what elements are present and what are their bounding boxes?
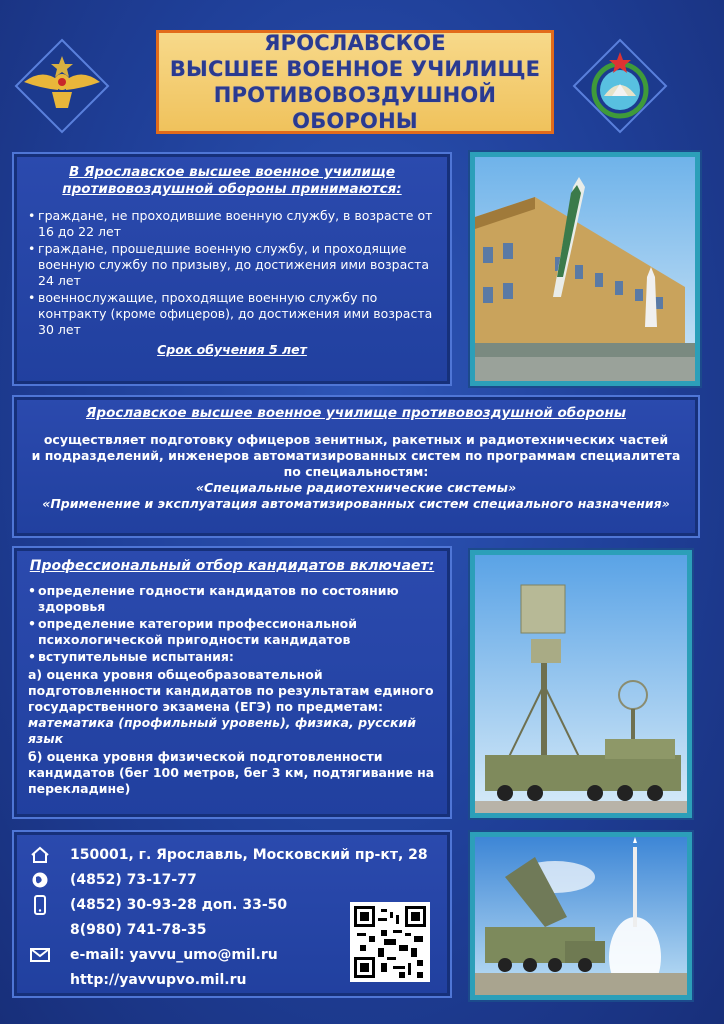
qr-code[interactable] (350, 902, 430, 982)
address-row (28, 842, 442, 867)
exam-text: а) оценка уровня общеобразовательной подготовленности кандидатов по результатам единого государственного экзамена (ЕГЭ) по предметам: (28, 667, 434, 714)
selection-item: • определение категории профессиональной психологической пригодности кандидатов (28, 616, 442, 648)
admission-heading-2: противовоздушной обороны принимаются: (62, 181, 402, 197)
admission-panel (12, 152, 452, 386)
mobile-phone-icon (28, 895, 52, 915)
email-link[interactable]: e-mail: yavvu_umo@mil.ru (70, 946, 278, 963)
school-wreath-emblem (572, 38, 668, 134)
selection-item: • определение годности кандидатов по состоянию здоровья (28, 583, 442, 615)
selection-item: • вступительные испытания: (28, 649, 442, 665)
phone-1[interactable]: (4852) 73-17-77 (70, 871, 197, 888)
admission-item: • граждане, не проходившие военную службу, в возрасте от 16 до 22 лет (28, 208, 442, 240)
about-line-3: по специальностям: (283, 464, 429, 479)
school-building-photo (470, 152, 700, 386)
phone-2[interactable]: (4852) 30-93-28 доп. 33-50 (70, 896, 288, 913)
envelope-icon (28, 945, 52, 965)
study-term: Срок обучения 5 лет (157, 342, 307, 357)
air-force-eagle-emblem (14, 38, 110, 134)
title-line-3: ПРОТИВОВОЗДУШНОЙ ОБОРОНЫ (213, 83, 497, 133)
phone-3[interactable]: 8(980) 741-78-35 (70, 921, 207, 938)
title-line-2: ВЫСШЕЕ ВОЕННОЕ УЧИЛИЩЕ (169, 57, 541, 81)
specialty-1: «Специальные радиотехнические системы» (195, 480, 517, 495)
about-line-2: и подразделений, инженеров автоматизированных систем по программам специалитета (31, 448, 681, 463)
admission-item: • граждане, прошедшие военную службу, и проходящие военную службу по призыву, до достижения ими возраста 24 лет (28, 241, 442, 289)
exam-subjects: математика (профильный уровень), физика, русский язык (28, 715, 417, 746)
about-panel (12, 395, 700, 538)
selection-heading: Профессиональный отбор кандидатов включает: (29, 558, 435, 574)
about-heading: Ярославское высшее военное училище противовоздушной обороны (86, 405, 626, 421)
phone-row-1 (28, 867, 442, 892)
physical-test-text: б) оценка уровня физической подготовленности кандидатов (бег 100 метров, бег 3 км, подтягивание на перекладине) (28, 749, 435, 796)
admission-heading-1: В Ярославское высшее военное училище (69, 164, 395, 180)
home-icon (28, 845, 52, 865)
title-line-1: ЯРОСЛАВСКОЕ (264, 31, 446, 55)
missile-launch-photo (470, 832, 692, 1000)
radar-vehicle-photo (470, 550, 692, 818)
website-link[interactable]: http://yavvupvo.mil.ru (70, 971, 247, 988)
about-line-1: осуществляет подготовку офицеров зенитных, ракетных и радиотехнических частей (43, 432, 669, 447)
title-banner (156, 30, 554, 134)
selection-panel (12, 546, 452, 819)
globe-icon (28, 870, 52, 890)
address-text: 150001, г. Ярославль, Московский пр-кт, 28 (70, 846, 428, 863)
admission-item: • военнослужащие, проходящие военную службу по контракту (кроме офицеров), до достижения ими возраста 30 лет (28, 290, 442, 338)
specialty-2: «Применение и эксплуатация автоматизированных систем специального назначения» (42, 496, 670, 511)
